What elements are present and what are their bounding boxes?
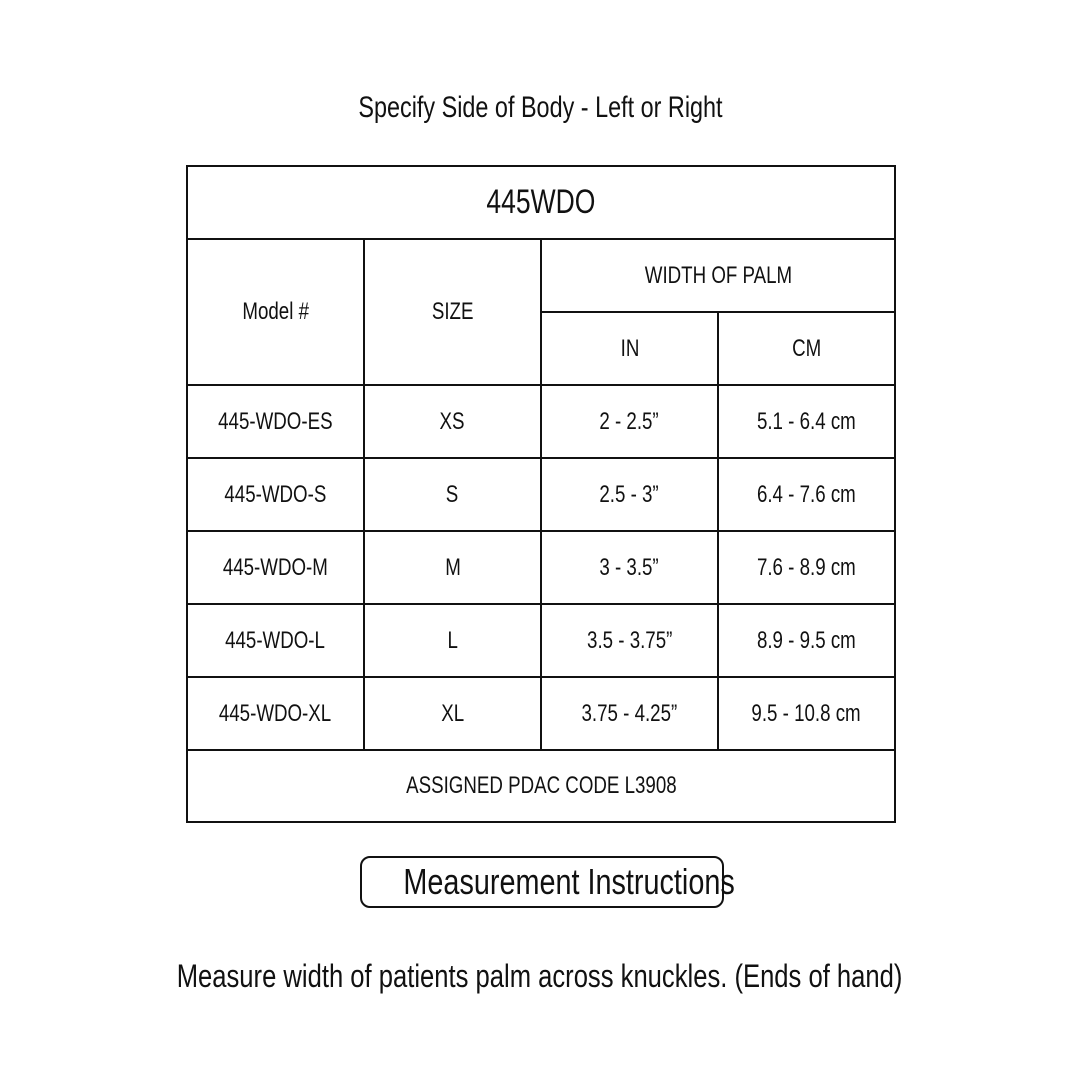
cell-size-text: S	[446, 480, 459, 508]
cell-model	[187, 531, 364, 604]
cell-size	[364, 458, 541, 531]
cell-in-text: 3.75 - 4.25”	[581, 699, 678, 727]
cell-cm	[718, 458, 895, 531]
cell-in	[541, 604, 718, 677]
table-row	[187, 604, 895, 677]
cell-cm-text: 5.1 - 6.4 cm	[757, 407, 856, 435]
header-in	[541, 312, 718, 385]
cell-model	[187, 385, 364, 458]
cell-cm-text: 8.9 - 9.5 cm	[757, 626, 856, 654]
cell-cm	[718, 385, 895, 458]
cell-in-text: 3 - 3.5”	[599, 553, 660, 581]
measurement-instruction-text-content: Measure width of patients palm across knuckles. (Ends of hand)	[177, 958, 903, 994]
table-title-row	[187, 166, 895, 239]
cell-in-text: 2 - 2.5”	[599, 407, 660, 435]
header-model-text: Model #	[242, 298, 309, 325]
cell-model-text: 445-WDO-L	[225, 626, 326, 654]
header-size-text: SIZE	[431, 298, 474, 325]
cell-in	[541, 458, 718, 531]
measurement-instructions-label: Measurement Instructions	[403, 861, 735, 902]
cell-size-text: L	[447, 626, 458, 654]
table-row	[187, 531, 895, 604]
cell-model-text: 445-WDO-S	[224, 480, 327, 508]
cell-model-text: 445-WDO-XL	[219, 699, 332, 727]
cell-model	[187, 458, 364, 531]
cell-cm	[718, 604, 895, 677]
measurement-instructions-button[interactable]	[360, 856, 735, 908]
size-chart-table	[186, 165, 896, 823]
table-row	[187, 385, 895, 458]
pdac-code-text: ASSIGNED PDAC CODE L3908	[405, 772, 677, 799]
cell-in	[541, 677, 718, 750]
cell-size-text: XS	[440, 407, 465, 435]
header-in-text: IN	[620, 334, 639, 362]
header-cm-text: CM	[791, 334, 822, 362]
cell-size	[364, 677, 541, 750]
cell-cm-text: 6.4 - 7.6 cm	[757, 480, 856, 508]
table-row	[187, 677, 895, 750]
cell-cm	[718, 677, 895, 750]
cell-in	[541, 385, 718, 458]
header-cm	[718, 312, 895, 385]
header-size	[364, 239, 541, 385]
cell-size-text: M	[444, 553, 461, 581]
cell-model	[187, 677, 364, 750]
header-width-of-palm-text: WIDTH OF PALM	[644, 261, 792, 289]
cell-size-text: XL	[441, 699, 464, 727]
header-model	[187, 239, 364, 385]
table-row	[187, 458, 895, 531]
table-footer-row	[187, 750, 895, 822]
cell-model	[187, 604, 364, 677]
header-width-of-palm	[541, 239, 895, 312]
cell-cm-text: 9.5 - 10.8 cm	[751, 699, 862, 727]
cell-cm-text: 7.6 - 8.9 cm	[757, 553, 856, 581]
cell-model-text: 445-WDO-ES	[218, 407, 333, 435]
table-title-text: 445WDO	[486, 183, 596, 221]
cell-cm	[718, 531, 895, 604]
cell-in	[541, 531, 718, 604]
measurement-instruction-text	[0, 954, 1080, 998]
cell-size	[364, 604, 541, 677]
table-header-row	[187, 239, 895, 312]
cell-size	[364, 385, 541, 458]
cell-in-text: 2.5 - 3”	[599, 480, 660, 508]
side-note-text: Specify Side of Body - Left or Right	[357, 91, 723, 124]
table-title	[187, 166, 895, 239]
pdac-code	[187, 750, 895, 822]
cell-size	[364, 531, 541, 604]
side-note	[0, 88, 1080, 128]
cell-model-text: 445-WDO-M	[222, 553, 329, 581]
cell-in-text: 3.5 - 3.75”	[586, 626, 673, 654]
